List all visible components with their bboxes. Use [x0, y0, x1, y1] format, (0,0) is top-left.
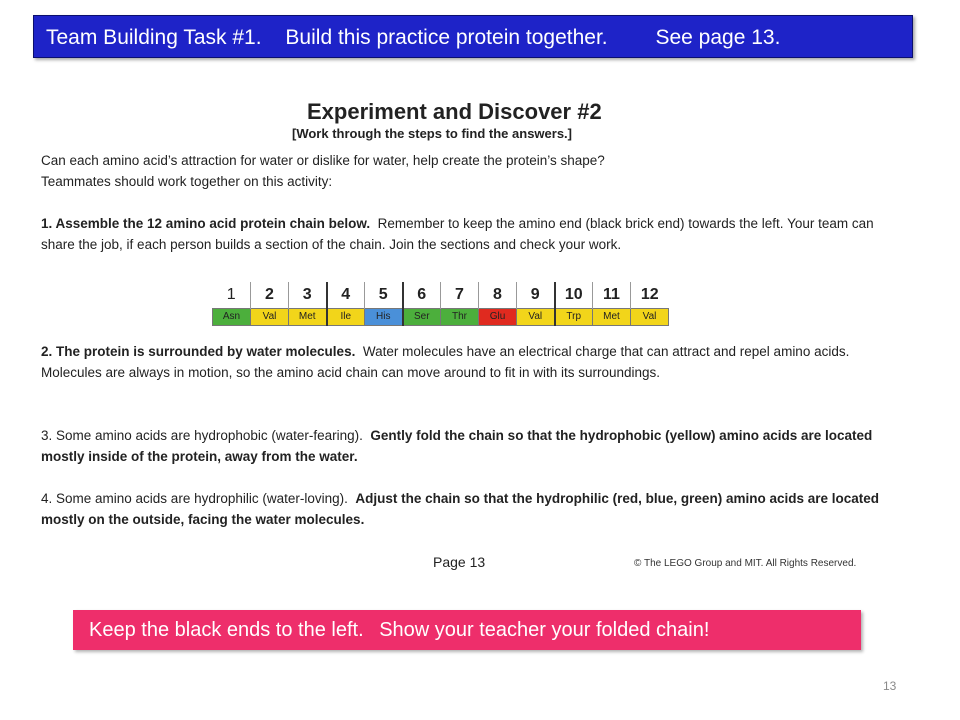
intro-paragraph	[41, 150, 901, 192]
intro-line-1: Can each amino acid’s attraction for water or dislike for water, help create the protein’s shape?	[41, 153, 605, 168]
amino-acid-cell: Ser	[403, 308, 441, 325]
note-part-1: Keep the black ends to the left.	[89, 619, 364, 641]
amino-acid-cell: Met	[289, 308, 327, 325]
slide-number: 13	[883, 679, 897, 693]
worksheet-copyright: © The LEGO Group and MIT. All Rights Reserved.	[634, 558, 857, 569]
chain-number: 10	[555, 282, 593, 308]
instruction-note	[73, 610, 861, 650]
step-3	[41, 425, 901, 467]
banner-page-ref: See page 13.	[655, 26, 781, 49]
step-3-heading: 3. Some amino acids are hydrophobic (water-fearing).	[41, 428, 363, 443]
chain-number-row	[213, 282, 669, 308]
amino-acid-cell: Val	[251, 308, 289, 325]
chain-number: 8	[479, 282, 517, 308]
intro-line-2: Teammates should work together on this activity:	[41, 174, 333, 189]
banner-instruction: Build this practice protein together.	[285, 26, 608, 49]
chain-number: 4	[327, 282, 365, 308]
amino-acid-cell: Trp	[555, 308, 593, 325]
amino-acid-cell: Val	[631, 308, 669, 325]
chain-number: 3	[289, 282, 327, 308]
step-3-text: Gently fold the chain so that the hydrophobic (yellow) amino acids are located mostly inside of the protein, away from the water.	[41, 428, 873, 464]
step-4	[41, 488, 901, 530]
amino-acid-cell: His	[365, 308, 403, 325]
step-1-text: Remember to keep the amino end (black brick end) towards the left. Your team can share the job, if each person builds a section of the chain. Join the sections and check your work.	[41, 216, 874, 252]
banner-task-label: Team Building Task #1.	[46, 26, 262, 49]
chain-number: 9	[517, 282, 555, 308]
chain-number: 12	[631, 282, 669, 308]
chain-number: 7	[441, 282, 479, 308]
chain-number: 6	[403, 282, 441, 308]
amino-acid-cell: Val	[517, 308, 555, 325]
chain-number: 5	[365, 282, 403, 308]
step-1-heading: 1. Assemble the 12 amino acid protein chain below.	[41, 216, 371, 231]
step-4-heading: 4. Some amino acids are hydrophilic (water-loving).	[41, 491, 348, 506]
amino-acid-cell: Thr	[441, 308, 479, 325]
chain-number: 2	[251, 282, 289, 308]
step-4-text: Adjust the chain so that the hydrophilic (red, blue, green) amino acids are located mostly on the outside, facing the water molecules.	[41, 491, 879, 527]
amino-acid-cell: Ile	[327, 308, 365, 325]
amino-acid-cell: Glu	[479, 308, 517, 325]
step-1	[41, 213, 901, 255]
amino-acid-cell: Asn	[213, 308, 251, 325]
chain-amino-row	[213, 308, 669, 325]
chain-number: 11	[593, 282, 631, 308]
chain-number: 1	[226, 285, 236, 303]
amino-acid-chain	[212, 282, 669, 326]
worksheet-subtitle: [Work through the steps to find the answers.]	[292, 126, 572, 141]
step-2	[41, 341, 901, 383]
note-part-2: Show your teacher your folded chain!	[379, 619, 710, 641]
amino-acid-cell: Met	[593, 308, 631, 325]
worksheet-title: Experiment and Discover #2	[307, 99, 602, 124]
step-2-text: Water molecules have an electrical charge that can attract and repel amino acids. Molecules are always in motion, so the amino acid chain can move around to fit in with its surroundings.	[41, 344, 850, 380]
step-2-heading: 2. The protein is surrounded by water molecules.	[41, 344, 356, 359]
worksheet-page-label: Page 13	[433, 554, 486, 570]
